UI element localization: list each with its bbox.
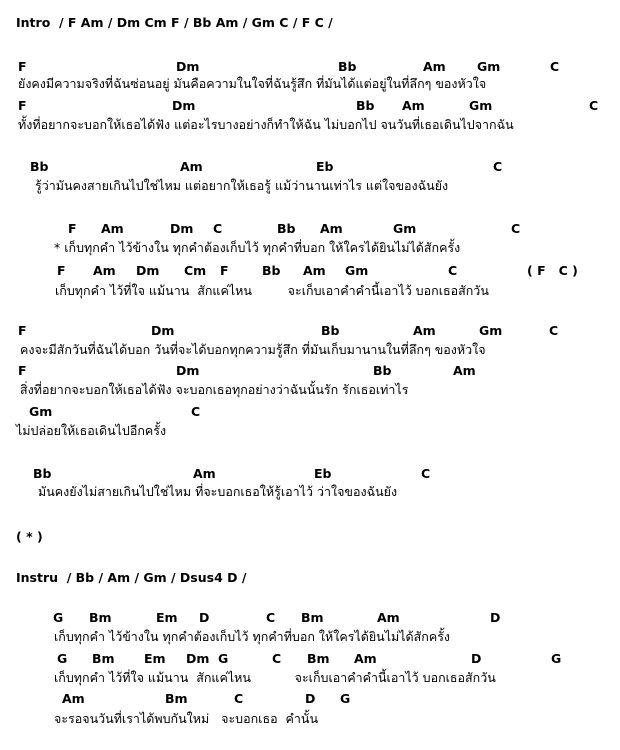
chord: Gm xyxy=(477,59,501,74)
chord: Bm xyxy=(165,691,188,706)
chord: Dm xyxy=(186,651,210,666)
chord: Dm xyxy=(170,221,194,236)
chord: Cm xyxy=(184,263,207,278)
chord: Gm xyxy=(29,404,53,419)
chord: F xyxy=(220,263,229,278)
chord: Am xyxy=(402,98,425,113)
chord: Bb xyxy=(338,59,357,74)
chord: Bb xyxy=(262,263,281,278)
chord: Bm xyxy=(89,610,112,625)
lyric-line: ยังคงมีความจริงที่ฉันซ่อนอยู่ มันคือความในใจที่ฉันรู้สึก ที่มันได้แต่อยู่ในที่ลึกๆ ของหัวใจ xyxy=(18,76,487,91)
chord: C xyxy=(589,98,599,113)
chord: Bb xyxy=(321,323,340,338)
chord: Bm xyxy=(92,651,115,666)
chord: Bb xyxy=(277,221,296,236)
chord: Dm xyxy=(172,98,196,113)
chord: Am xyxy=(193,466,216,481)
chord: ( F C ) xyxy=(527,263,578,278)
chord: Bb xyxy=(356,98,375,113)
chord: C xyxy=(234,691,244,706)
chord: Gm xyxy=(393,221,417,236)
chord: C xyxy=(191,404,201,419)
chord: C xyxy=(493,159,503,174)
chord: Em xyxy=(144,651,166,666)
chord: Em xyxy=(156,610,178,625)
chord: Am xyxy=(101,221,124,236)
chord: Bb xyxy=(373,363,392,378)
lyric-line: จะรอจนวันที่เราได้พบกันใหม่ จะบอกเธอ คำนั้น xyxy=(54,711,319,726)
chord: C xyxy=(448,263,458,278)
chord: Am xyxy=(413,323,436,338)
instru-line: Instru / Bb / Am / Gm / Dsus4 D / xyxy=(16,570,247,585)
chord: Bb xyxy=(33,466,52,481)
lyric-line: เก็บทุกคำ ไว้ที่ใจ แม้นาน สักแค่ไหน จะเก็บเอาคำคำนี้เอาไว้ บอกเธอสักวัน xyxy=(54,670,496,685)
chord: Gm xyxy=(469,98,493,113)
chord: C xyxy=(550,59,560,74)
lyric-line: รู้ว่ามันคงสายเกินไปใช่ไหม แต่อยากให้เธอรู้ แม้ว่านานเท่าไร แต่ใจของฉันยัง xyxy=(35,178,449,193)
lyric-line: เก็บทุกคำ ไว้ข้างใน ทุกคำต้องเก็บไว้ ทุกคำที่บอก ให้ใครได้ยินไม่ได้สักครั้ง xyxy=(54,629,451,644)
chord: D xyxy=(305,691,316,706)
chord: F xyxy=(18,363,27,378)
chord: Bb xyxy=(30,159,49,174)
chord: G xyxy=(340,691,351,706)
chord: G xyxy=(551,651,562,666)
chord: Gm xyxy=(479,323,503,338)
chord: Bm xyxy=(307,651,330,666)
chord: Am xyxy=(303,263,326,278)
chord: Bm xyxy=(301,610,324,625)
chord: Dm xyxy=(176,363,200,378)
chord: Am xyxy=(180,159,203,174)
chord: Am xyxy=(453,363,476,378)
chord: C xyxy=(421,466,431,481)
repeat-chorus-marker: ( * ) xyxy=(16,529,43,544)
chord: Eb xyxy=(314,466,332,481)
chord: Dm xyxy=(136,263,160,278)
chord: Am xyxy=(354,651,377,666)
lyric-line: เก็บทุกคำ ไว้ที่ใจ แม้นาน สักแค่ไหน จะเก็บเอาคำคำนี้เอาไว้ บอกเธอสักวัน xyxy=(55,283,489,298)
chord: Am xyxy=(62,691,85,706)
chord: Am xyxy=(423,59,446,74)
chord: F xyxy=(18,98,27,113)
chord: F xyxy=(18,323,27,338)
chord: C xyxy=(213,221,223,236)
chord: F xyxy=(57,263,66,278)
lyric-line: ไม่ปล่อยให้เธอเดินไปอีกครั้ง xyxy=(16,423,167,438)
chord: F xyxy=(18,59,27,74)
chord: D xyxy=(199,610,210,625)
chord: F xyxy=(68,221,77,236)
chord: C xyxy=(549,323,559,338)
chord: Am xyxy=(377,610,400,625)
lyric-line: คงจะมีสักวันที่ฉันได้บอก วันที่จะได้บอกทุกความรู้สึก ที่มันเก็บมานานในที่ลึกๆ ของหัวใจ xyxy=(20,342,486,357)
chord: C xyxy=(272,651,282,666)
chord: D xyxy=(471,651,482,666)
chord: Am xyxy=(320,221,343,236)
lyric-line: มันคงยังไม่สายเกินไปใช่ไหม ที่จะบอกเธอให้รู้เอาไว้ ว่าใจของฉันยัง xyxy=(38,484,398,499)
chord: G xyxy=(53,610,64,625)
chord: G xyxy=(218,651,229,666)
chord: Dm xyxy=(151,323,175,338)
chord: C xyxy=(266,610,276,625)
intro-line: Intro / F Am / Dm Cm F / Bb Am / Gm C / F C / xyxy=(16,15,333,30)
chord: Dm xyxy=(176,59,200,74)
chord: D xyxy=(490,610,501,625)
lyric-line: สิ่งที่อยากจะบอกให้เธอได้ฟัง จะบอกเธอทุกอย่างว่าฉันนั้นรัก รักเธอเท่าไร xyxy=(20,382,409,397)
chord: Eb xyxy=(316,159,334,174)
lyric-line: ทั้งที่อยากจะบอกให้เธอได้ฟัง แต่อะไรบางอย่างก็ทำให้ฉัน ไม่บอกไป จนวันที่เธอเดินไปจากฉัน xyxy=(18,117,514,132)
chord: Gm xyxy=(345,263,369,278)
chord: G xyxy=(57,651,68,666)
chord: C xyxy=(511,221,521,236)
lyric-line: * เก็บทุกคำ ไว้ข้างใน ทุกคำต้องเก็บไว้ ทุกคำที่บอก ให้ใครได้ยินไม่ได้สักครั้ง xyxy=(54,240,461,255)
chord: Am xyxy=(93,263,116,278)
